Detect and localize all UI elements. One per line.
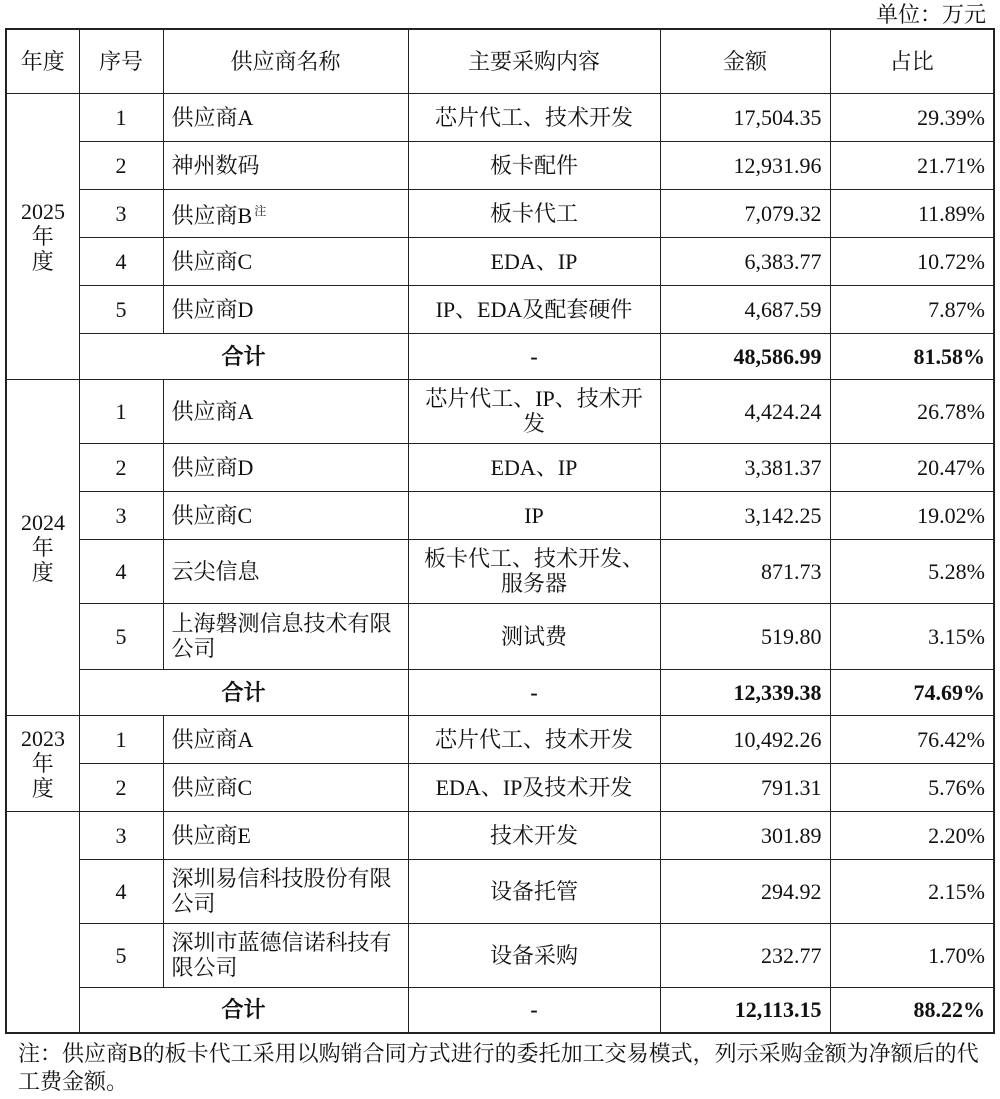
table-row <box>6 93 994 141</box>
ratio: 5.76% <box>830 763 994 811</box>
purchase-content: EDA、IP及技术开发 <box>408 763 660 811</box>
amount: 7,079.32 <box>660 189 830 237</box>
total-label: 合计 <box>79 669 408 715</box>
table-row <box>6 539 994 603</box>
total-amount: 12,113.15 <box>660 987 830 1033</box>
amount: 871.73 <box>660 539 830 603</box>
supplier-name: 供应商A <box>163 93 408 141</box>
ratio: 76.42% <box>830 715 994 763</box>
ratio: 1.70% <box>830 923 994 987</box>
amount: 12,931.96 <box>660 141 830 189</box>
ratio: 7.87% <box>830 285 994 333</box>
supplier-name-cell <box>163 189 408 237</box>
supplier-name: 供应商A <box>163 379 408 443</box>
total-ratio: 74.69% <box>830 669 994 715</box>
table-row <box>6 603 994 669</box>
total-label: 合计 <box>79 333 408 379</box>
total-content: - <box>408 669 660 715</box>
row-index: 4 <box>79 237 163 285</box>
ratio: 5.28% <box>830 539 994 603</box>
purchase-content: 芯片代工、技术开发 <box>408 93 660 141</box>
amount: 6,383.77 <box>660 237 830 285</box>
header-year: 年度 <box>6 29 79 93</box>
ratio: 20.47% <box>830 443 994 491</box>
table-row <box>6 491 994 539</box>
row-index: 5 <box>79 923 163 987</box>
total-row <box>6 333 994 379</box>
supplier-name: 云尖信息 <box>163 539 408 603</box>
table-row <box>6 237 994 285</box>
total-ratio: 88.22% <box>830 987 994 1033</box>
purchase-content: EDA、IP <box>408 237 660 285</box>
ratio: 2.20% <box>830 811 994 859</box>
amount: 791.31 <box>660 763 830 811</box>
total-row <box>6 669 994 715</box>
row-index: 4 <box>79 539 163 603</box>
row-index: 3 <box>79 811 163 859</box>
table-row <box>6 811 994 859</box>
amount: 4,687.59 <box>660 285 830 333</box>
year-cell: 2023年度 <box>6 715 79 811</box>
amount: 301.89 <box>660 811 830 859</box>
header-index: 序号 <box>79 29 163 93</box>
purchase-content: 板卡代工 <box>408 189 660 237</box>
amount: 3,142.25 <box>660 491 830 539</box>
supplier-name: 深圳市蓝德信诺科技有限公司 <box>163 923 408 987</box>
ratio: 3.15% <box>830 603 994 669</box>
table-row <box>6 285 994 333</box>
row-index: 2 <box>79 141 163 189</box>
amount: 519.80 <box>660 603 830 669</box>
amount: 3,381.37 <box>660 443 830 491</box>
row-index: 3 <box>79 189 163 237</box>
year-cell: 2025年度 <box>6 93 79 379</box>
year-cell-empty <box>6 811 79 1033</box>
supplier-name: 深圳易信科技股份有限公司 <box>163 859 408 923</box>
header-supplier: 供应商名称 <box>163 29 408 93</box>
supplier-name: 供应商C <box>163 491 408 539</box>
ratio: 21.71% <box>830 141 994 189</box>
total-content: - <box>408 333 660 379</box>
amount: 10,492.26 <box>660 715 830 763</box>
row-index: 5 <box>79 603 163 669</box>
purchase-content: IP <box>408 491 660 539</box>
row-index: 2 <box>79 763 163 811</box>
purchase-content: 设备采购 <box>408 923 660 987</box>
header-content: 主要采购内容 <box>408 29 660 93</box>
row-index: 5 <box>79 285 163 333</box>
table-row <box>6 141 994 189</box>
ratio: 11.89% <box>830 189 994 237</box>
total-amount: 12,339.38 <box>660 669 830 715</box>
year-cell: 2024年度 <box>6 379 79 715</box>
total-content: - <box>408 987 660 1033</box>
table-row <box>6 715 994 763</box>
row-index: 3 <box>79 491 163 539</box>
table-row <box>6 189 994 237</box>
supplier-name: 供应商B <box>171 202 253 228</box>
amount: 17,504.35 <box>660 93 830 141</box>
purchase-content: 测试费 <box>408 603 660 669</box>
amount: 232.77 <box>660 923 830 987</box>
header-ratio: 占比 <box>830 29 994 93</box>
amount: 4,424.24 <box>660 379 830 443</box>
ratio: 29.39% <box>830 93 994 141</box>
row-index: 1 <box>79 379 163 443</box>
purchase-content: EDA、IP <box>408 443 660 491</box>
amount: 294.92 <box>660 859 830 923</box>
ratio: 2.15% <box>830 859 994 923</box>
supplier-name: 供应商C <box>163 237 408 285</box>
table-row <box>6 443 994 491</box>
purchase-content: IP、EDA及配套硬件 <box>408 285 660 333</box>
supplier-name: 供应商D <box>163 285 408 333</box>
supplier-name: 神州数码 <box>163 141 408 189</box>
footnote: 注：供应商B的板卡代工采用以购销合同方式进行的委托加工交易模式，列示采购金额为净额后的代工费金额。 <box>18 1041 979 1094</box>
row-index: 1 <box>79 715 163 763</box>
table-row <box>6 923 994 987</box>
purchase-content: 设备托管 <box>408 859 660 923</box>
header-row <box>6 29 994 93</box>
row-index: 2 <box>79 443 163 491</box>
ratio: 19.02% <box>830 491 994 539</box>
row-index: 4 <box>79 859 163 923</box>
total-amount: 48,586.99 <box>660 333 830 379</box>
supplier-name: 供应商D <box>163 443 408 491</box>
supplier-name: 上海磐测信息技术有限公司 <box>163 603 408 669</box>
footnote-mark: 注 <box>254 203 267 218</box>
purchase-content: 芯片代工、IP、技术开发 <box>408 379 660 443</box>
table-row <box>6 763 994 811</box>
table-row <box>6 379 994 443</box>
purchase-content: 板卡代工、技术开发、服务器 <box>408 539 660 603</box>
purchase-content: 芯片代工、技术开发 <box>408 715 660 763</box>
ratio: 26.78% <box>830 379 994 443</box>
header-amount: 金额 <box>660 29 830 93</box>
total-label: 合计 <box>79 987 408 1033</box>
unit-label: 单位：万元 <box>875 2 986 27</box>
purchase-content: 技术开发 <box>408 811 660 859</box>
ratio: 10.72% <box>830 237 994 285</box>
total-ratio: 81.58% <box>830 333 994 379</box>
supplier-name: 供应商C <box>163 763 408 811</box>
purchase-content: 板卡配件 <box>408 141 660 189</box>
row-index: 1 <box>79 93 163 141</box>
total-row <box>6 987 994 1033</box>
supplier-name: 供应商E <box>163 811 408 859</box>
table-row <box>6 859 994 923</box>
supplier-name: 供应商A <box>163 715 408 763</box>
top-suppliers-table <box>5 28 995 1034</box>
